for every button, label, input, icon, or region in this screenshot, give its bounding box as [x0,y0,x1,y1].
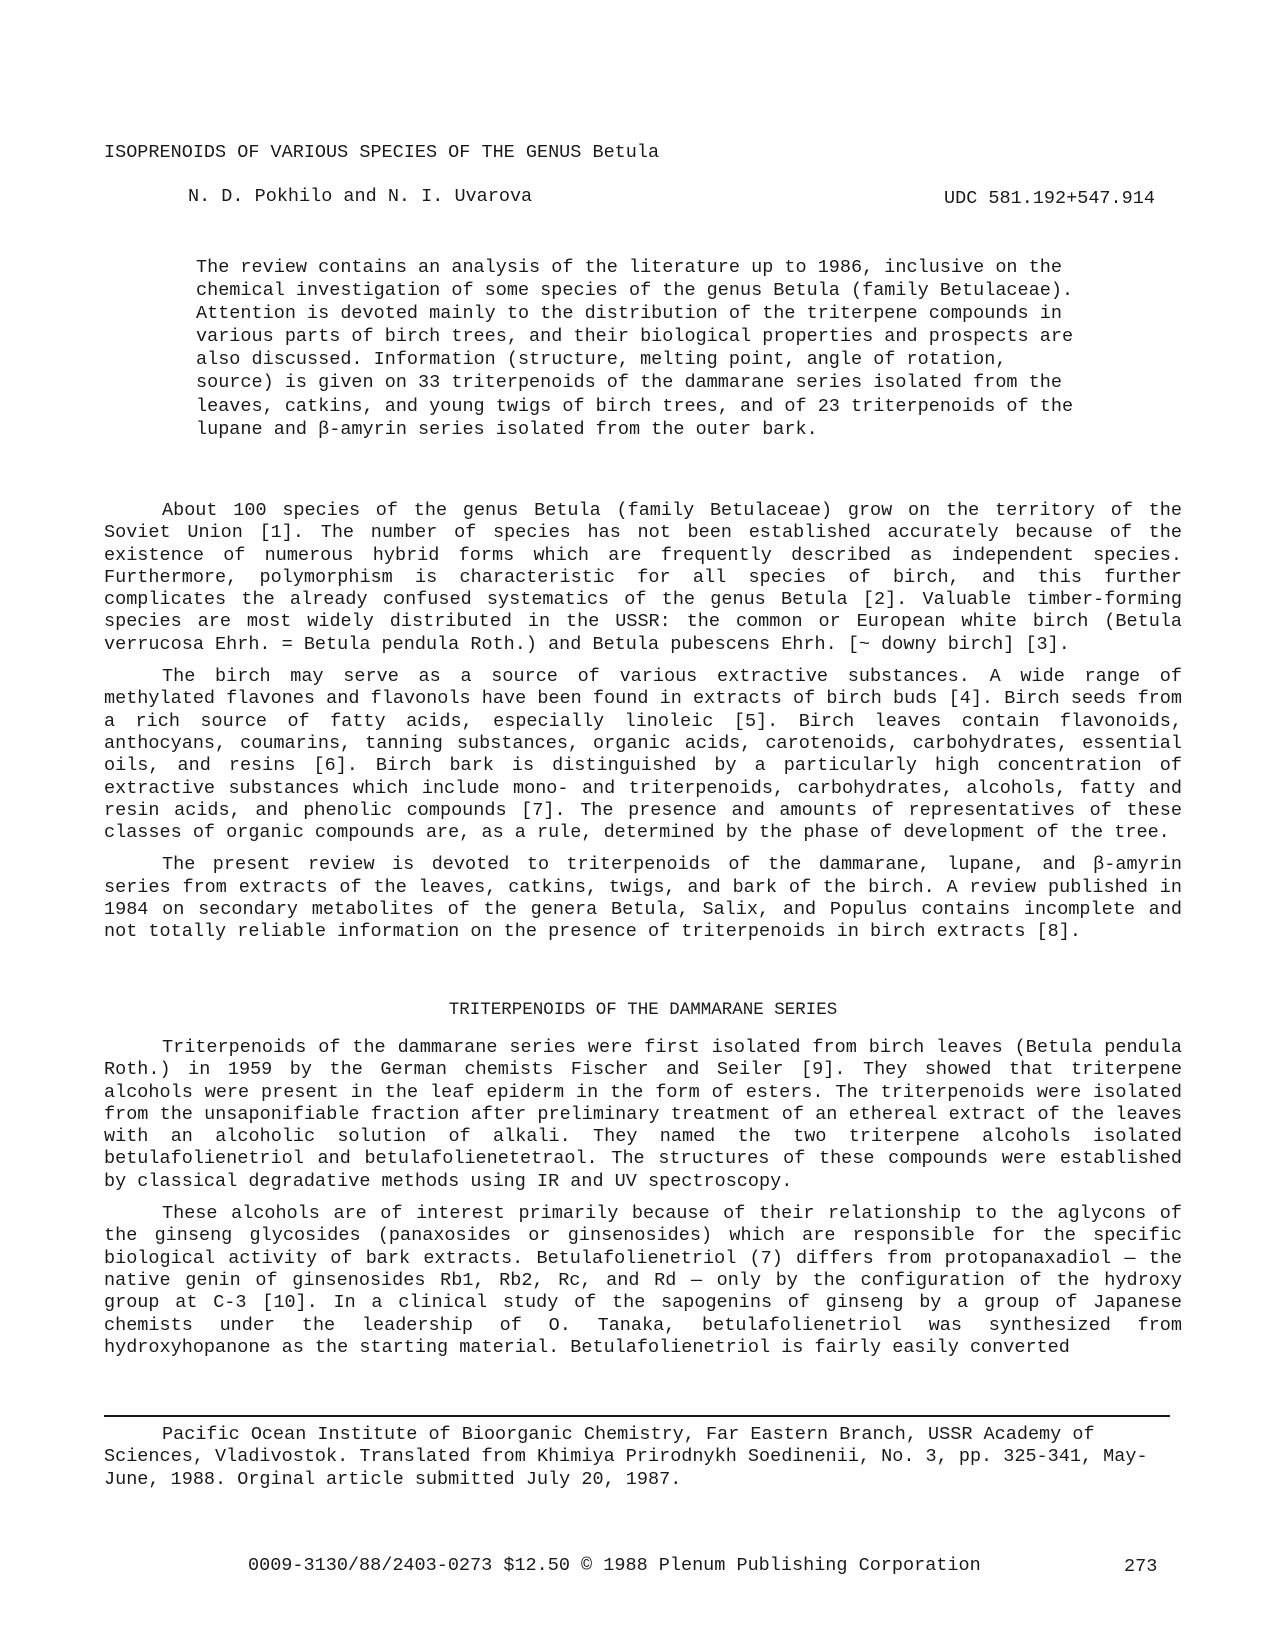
paper-title: ISOPRENOIDS OF VARIOUS SPECIES OF THE GENUS Betula [104,142,660,163]
abstract: The review contains an analysis of the literature up to 1986, inclusive on the chemical investigation of some species of the genus Betula (family Betulaceae). Attention is devoted mainly to the distribution of the triterpene compounds in various parts of birch trees, and their biological properties and prospects are also discussed. Information (structure, melting point, angle of rotation, source) is given on 33 triterpenoids of the dammarane series isolated from the leaves, catkins, and young twigs of birch trees, and of 23 triterpenoids of the lupane and β-amyrin series isolated from the outer bark. [196,257,1074,440]
paragraph-4: Triterpenoids of the dammarane series were first isolated from birch leaves (Betula pendula Roth.) in 1959 by the German chemists Fischer and Seiler [9]. They showed that triterpene alcohols were present in the leaf epiderm in the form of esters. The triterpenoids were isolated from the unsaponifiable fraction after preliminary treatment of an ethereal extract of the leaves with an alcoholic solution of alkali. They named the two triterpene alcohols isolated betulafolienetriol and betulafolienetetraol. The structures of these compounds were established by classical degradative methods using IR and UV spectroscopy. [104,1037,1182,1192]
authors: N. D. Pokhilo and N. I. Uvarova [188,186,533,207]
footnote-divider [104,1415,1170,1417]
udc-code: UDC 581.192+547.914 [944,188,1155,209]
paragraph-5: These alcohols are of interest primarily because of their relationship to the aglycons of the ginseng glycosides (panaxosides or ginsenosides) which are responsible for the specific biological activity of bark extracts. Betulafolienetriol (7) differs from protopanaxadiol — the native genin of ginsenosides Rb1, Rb2, Rc, and Rd — only by the configuration of the hydroxy group at C-3 [10]. In a clinical study of the sapogenins of ginseng by a group of Japanese chemists under the leadership of O. Tanaka, betulafolienetriol was synthesized from hydroxyhopanone as the starting material. Betulafolienetriol is fairly easily converted [104,1203,1182,1358]
paragraph-2: The birch may serve as a source of various extractive substances. A wide range of methylated flavones and flavonols have been found in extracts of birch buds [4]. Birch seeds from a rich source of fatty acids, especially linoleic [5]. Birch leaves contain flavonoids, anthocyans, coumarins, tanning substances, organic acids, carotenoids, carbohydrates, essential oils, and resins [6]. Birch bark is distinguished by a particularly high concentration of extractive substances which include mono- and triterpenoids, carbohydrates, alcohols, fatty and resin acids, and phenolic compounds [7]. The presence and amounts of representatives of these classes of organic compounds are, as a rule, determined by the phase of development of the tree. [104,666,1182,844]
body-section-intro [104,500,1182,944]
section-heading: TRITERPENOIDS OF THE DAMMARANE SERIES [448,1000,838,1020]
paragraph-1: About 100 species of the genus Betula (family Betulaceae) grow on the territory of the Soviet Union [1]. The number of species has not been established accurately because of the existence of numerous hybrid forms which are frequently described as independent species. Furthermore, polymorphism is characteristic for all species of birch, and this further complicates the already confused systematics of the genus Betula [2]. Valuable timber-forming species are most widely distributed in the USSR: the common or European white birch (Betula verrucosa Ehrh. = Betula pendula Roth.) and Betula pubescens Ehrh. [~ downy birch] [3]. [104,500,1182,655]
body-section-dammarane [104,1037,1182,1359]
publisher-footer: 0009-3130/88/2403-0273 $12.50 © 1988 Plenum Publishing Corporation [248,1555,981,1576]
footnote-affiliation: Pacific Ocean Institute of Bioorganic Chemistry, Far Eastern Branch, USSR Academy of Sciences, Vladivostok. Translated from Khimiya Prirodnykh Soedinenii, No. 3, pp. 325-341, May-June, 1988. Orginal article submitted July 20, 1987. [104,1424,1148,1490]
page-number: 273 [1124,1556,1158,1577]
paragraph-3: The present review is devoted to triterpenoids of the dammarane, lupane, and β-amyrin series from extracts of the leaves, catkins, twigs, and bark of the birch. A review published in 1984 on secondary metabolites of the genera Betula, Salix, and Populus contains incomplete and not totally reliable information on the presence of triterpenoids in birch extracts [8]. [104,854,1182,943]
